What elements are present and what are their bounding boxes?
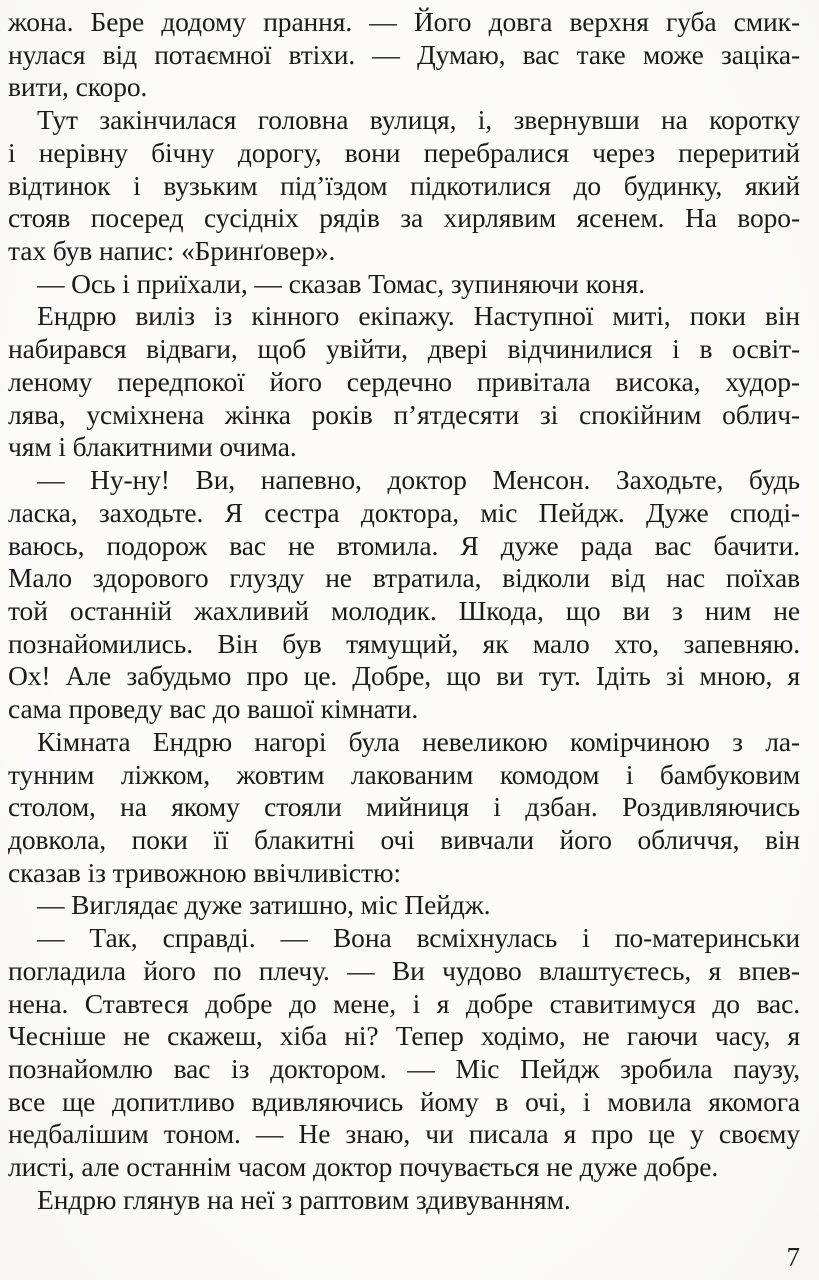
page-number: 7 — [786, 1242, 800, 1272]
text-line: Тут закінчилася головна вулиця, і, звернувши на коротку — [37, 104, 800, 136]
paragraph — [8, 889, 800, 922]
text-line: тах був напис: «Бринґовер». — [8, 235, 336, 267]
text-line: Кімната Ендрю нагорі була невеликою комірчиною з ла- — [37, 725, 800, 757]
text-line: стояв посеред сусідніх рядів за хирлявим ясенем. На воро- — [8, 202, 800, 234]
paragraph — [8, 300, 800, 464]
text-line: той останній жахливий молодик. Шкода, що ви з ним не — [8, 594, 800, 626]
text-line: Мало здорового глузду не втратила, відколи від нас поїхав — [8, 562, 800, 594]
text-line: тунним ліжком, жовтим лакованим комодом і бамбуковим — [8, 758, 800, 790]
text-line: і нерівну бічну дорогу, вони перебралися через переритий — [8, 136, 800, 168]
paragraph — [8, 1184, 800, 1217]
text-line: познайомлю вас із доктором. — Міс Пейдж зробила паузу, — [8, 1053, 800, 1084]
text-line: Ендрю виліз із кінного екіпажу. Наступної миті, поки він — [37, 300, 800, 332]
text-line: жона. Бере додому прання. — Його довга верхня губа смик- — [8, 6, 800, 37]
text-line: вити, скоро. — [8, 71, 148, 103]
paragraph — [8, 104, 800, 268]
paragraph — [8, 6, 800, 104]
text-line: — Виглядає дуже затишно, міс Пейдж. — [37, 889, 491, 921]
text-line: листі, але останнім часом доктор почувається не дуже добре. — [8, 1151, 719, 1183]
text-line: Чесніше не скажеш, хіба ні? Тепер ходімо, не гаючи часу, я — [8, 1020, 800, 1052]
text-line: Ендрю глянув на неї з раптовим здивуванням. — [37, 1183, 571, 1215]
text-line: чям і блакитними очима. — [8, 431, 297, 463]
text-line: погладила його по плечу. — Ви чудово влаштуєтесь, я впев- — [8, 954, 800, 986]
paragraph — [8, 922, 800, 1184]
text-line: леному передпокої його сердечно привітала висока, худор- — [8, 365, 800, 397]
paragraph — [8, 268, 800, 301]
text-line: ваюсь, подорож вас не втомила. Я дуже рада вас бачити. — [8, 529, 800, 561]
text-line: ласка, заходьте. Я сестра доктора, міс Пейдж. Дуже споді- — [8, 496, 800, 528]
text-line: столом, на якому стояли мийниця і дзбан. Роздивляючись — [8, 791, 800, 823]
text-line: — Ось і приїхали, — сказав Томас, зупиняючи коня. — [37, 267, 646, 299]
paragraph — [8, 464, 800, 726]
text-line: відтинок і вузьким під’їздом підкотилися до будинку, який — [8, 169, 800, 201]
text-line: лява, усміхнена жінка років п’ятдесяти зі спокійним облич- — [8, 398, 800, 430]
text-line: — Так, справді. — Вона всміхнулась і по-материнськи — [37, 922, 800, 954]
text-line: познайомились. Він був тямущий, як мало хто, запевняю. — [8, 627, 800, 659]
text-line: все ще допитливо вдивляючись йому в очі, і мовила якомога — [8, 1085, 800, 1117]
text-block — [8, 6, 800, 1217]
text-line: недбалішим тоном. — Не знаю, чи писала я про це у своєму — [8, 1118, 800, 1150]
text-line: нена. Ставтеся добре до мене, і я добре ставитимуся до вас. — [8, 987, 800, 1019]
text-line: — Ну-ну! Ви, напевно, доктор Менсон. Заходьте, будь — [37, 464, 800, 496]
text-line: сама проведу вас до вашої кімнати. — [8, 693, 419, 725]
text-line: довкола, поки її блакитні очі вивчали його обличчя, він — [8, 823, 800, 855]
text-line: Ох! Але забудьмо про це. Добре, що ви тут. Ідіть зі мною, я — [8, 660, 800, 692]
text-line: нулася від потаємної втіхи. — Думаю, вас таке може заціка- — [8, 38, 800, 70]
text-line: сказав із тривожною ввічливістю: — [8, 856, 401, 888]
paragraph — [8, 726, 800, 890]
text-line: набирався відваги, щоб увійти, двері відчинилися і в освіт- — [8, 333, 800, 365]
